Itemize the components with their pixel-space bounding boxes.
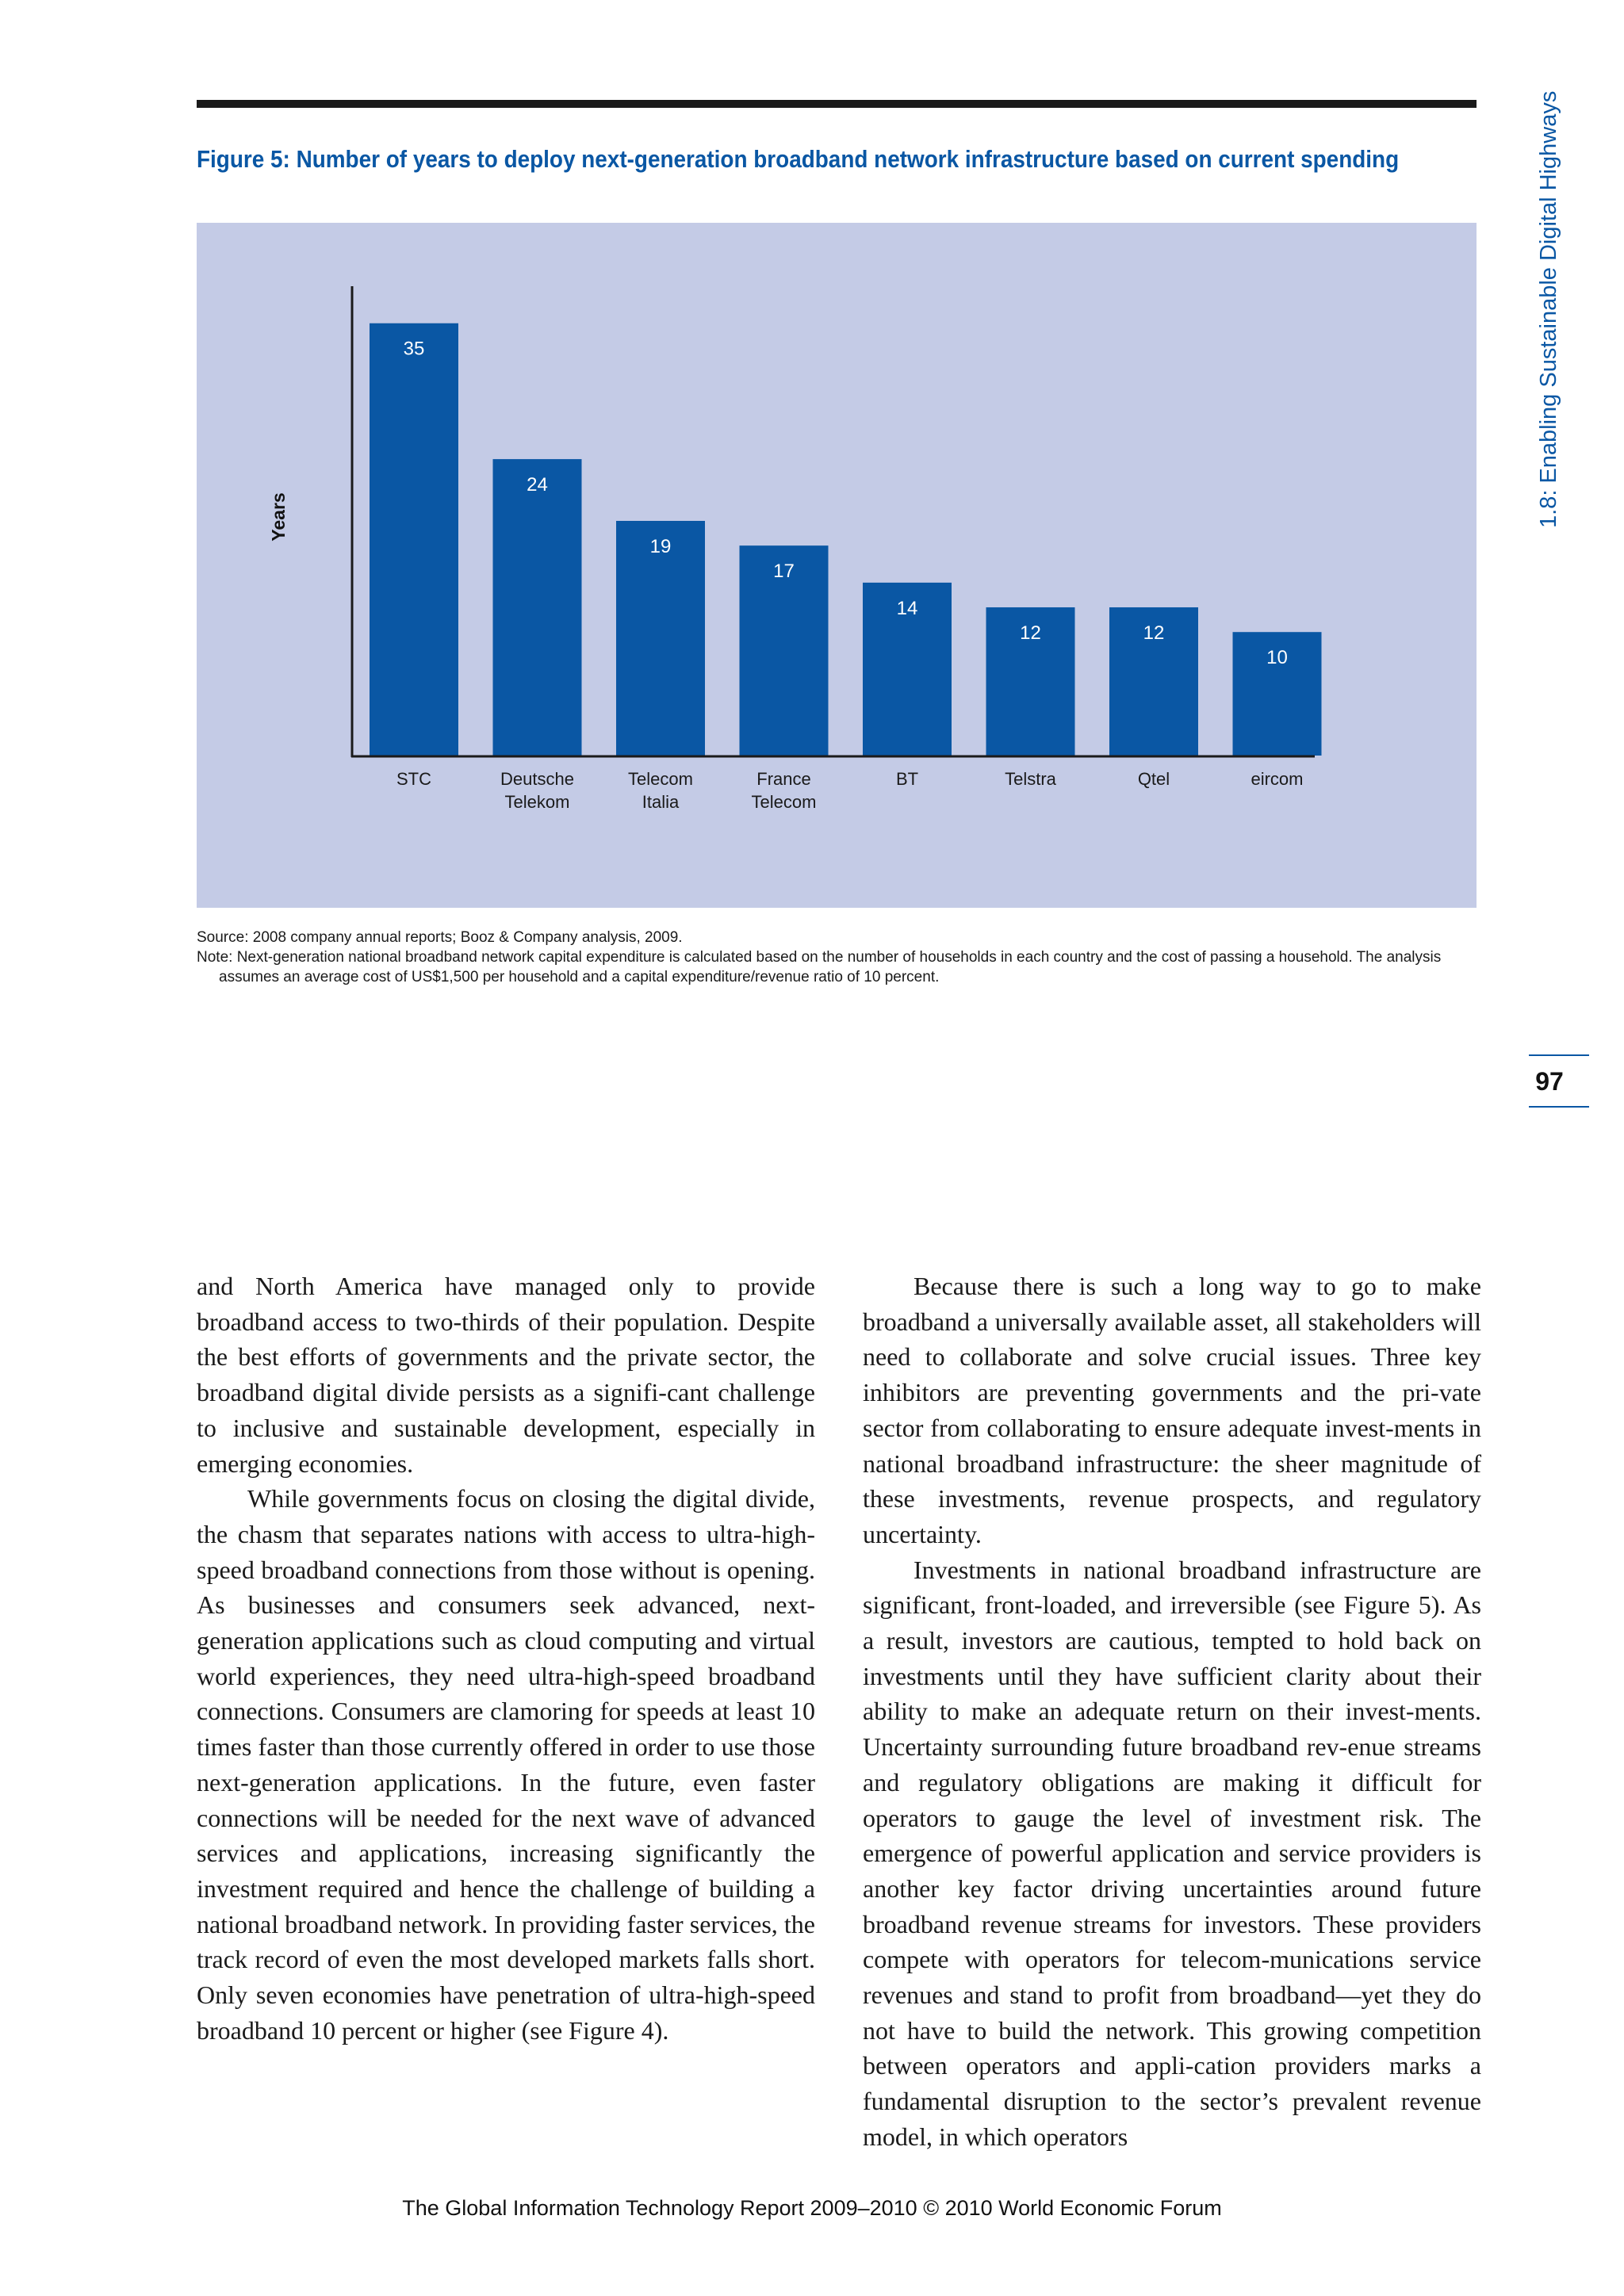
bar-value-label: 12 <box>1020 622 1041 645</box>
category-label <box>500 769 574 812</box>
category-label <box>752 769 817 812</box>
category-label-line: Telecom <box>751 792 817 812</box>
figure-title: Figure 5: Number of years to deploy next-generation broadband network infrastructure based on current spending <box>197 145 1400 173</box>
page-number: 97 <box>1535 1067 1564 1096</box>
paragraph: Investments in national broadband infrastructure are significant, front-loaded, and irreversible (see Figure 5). As a result, investors are cautious, tempted to hold back on investments until they have sufficient clarity about their ability to make an adequate return on their invest-ments. Uncertainty surrounding future broadband rev-enue streams and regulatory obligations are making it difficult for operators to gauge the level of investment risk. The emergence of powerful application and service providers is another key factor driving uncertainties around future broadband revenue streams for investors. These providers compete with operators for telecom-munications service revenues and stand to profit from broadband—yet they do not have to build the network. This growing competition between operators and appli-cation providers marks a fundamental disruption to the sector’s prevalent revenue model, in which operators <box>863 1555 1481 2151</box>
y-axis-label: Years <box>268 492 289 541</box>
category-label <box>1005 769 1057 789</box>
category-label <box>896 769 918 789</box>
bar <box>493 459 582 756</box>
category-label-line: Deutsche <box>500 769 574 789</box>
bars-group <box>370 323 1322 756</box>
bar-value-label: 10 <box>1266 647 1288 669</box>
paragraph: While governments focus on closing the digital divide, the chasm that separates nations with access to ultra-high-speed broadband connections from those without is opening. As businesses and consumers seek advanced, next-generation applications such as cloud computing and virtual world experiences, they need ultra-high-speed broadband connections. Consumers are clamoring for speeds at least 10 times faster than those currently offered in order to use those next-generation applications. In the future, even faster connections will be needed for the next wave of advanced services and applications, increasing significantly the investment required and hence the challenge of building a national broadband network. In providing faster services, the track record of even the most developed markets falls short. Only seven economies have penetration of ultra-high-speed broadband 10 percent or higher (see Figure 4). <box>197 1484 815 2045</box>
category-label-line: BT <box>895 769 919 789</box>
body-column-right <box>863 1269 1481 2155</box>
category-label-line: eircom <box>1251 769 1304 789</box>
category-label-line: Italia <box>642 792 680 812</box>
category-label <box>396 769 431 789</box>
bar <box>370 323 458 756</box>
category-label <box>1138 769 1170 789</box>
figure-source-block <box>197 928 1481 987</box>
category-label <box>1251 769 1303 789</box>
category-label-line: Telecom <box>628 769 693 789</box>
paragraph: and North America have managed only to provide broadband access to two-thirds of their population. Despite the best efforts of governments and the private sector, the broadband digital divide persists as a signifi-cant challenge to inclusive and sustainable development, especially in emerging economies. <box>197 1272 815 1478</box>
category-label-line: Telekom <box>504 792 570 812</box>
bar-value-label: 19 <box>649 536 672 557</box>
category-label-line: STC <box>396 769 431 789</box>
category-label-line: Telstra <box>1005 769 1056 789</box>
bar-value-label: 14 <box>896 597 918 619</box>
note-line: Note: Next-generation national broadband network capital expenditure is calculated based on the number of households in each country and the cost of passing a household. The analysis assumes an average cost of US$1,500 per household and a capital expenditure/revenue ratio of 10 percent. <box>197 949 1442 985</box>
category-label-line: Qtel <box>1137 769 1170 789</box>
body-column-left <box>197 1269 815 2048</box>
page-number-rule-top <box>1529 1054 1589 1056</box>
chart-panel <box>197 223 1477 908</box>
paragraph: Because there is such a long way to go to make broadband a universally available asset, all stakeholders will need to collaborate and solve crucial issues. Three key inhibitors are preventing governments and the pri-vate sector from collaborating to ensure adequate invest-ments in national broadband infrastructure: the sheer magnitude of these investments, revenue prospects, and regulatory uncertainty. <box>863 1272 1481 1548</box>
section-running-title: 1.8: Enabling Sustainable Digital Highways <box>1536 90 1561 528</box>
category-label <box>628 769 693 812</box>
bar-value-label: 12 <box>1143 622 1165 645</box>
page-footer: The Global Information Technology Report 2009–2010 © 2010 World Economic Forum <box>402 2196 1222 2220</box>
bar-chart <box>197 223 1477 908</box>
top-rule <box>197 100 1477 108</box>
page-number-rule-bottom <box>1529 1106 1589 1108</box>
category-label-line: France <box>756 769 811 789</box>
bar-value-label: 24 <box>527 474 548 496</box>
bar-value-label: 35 <box>403 338 425 360</box>
source-line: Source: 2008 company annual reports; Booz & Company analysis, 2009. <box>197 929 683 946</box>
bar-value-label: 17 <box>773 561 795 583</box>
category-labels <box>396 769 1304 812</box>
